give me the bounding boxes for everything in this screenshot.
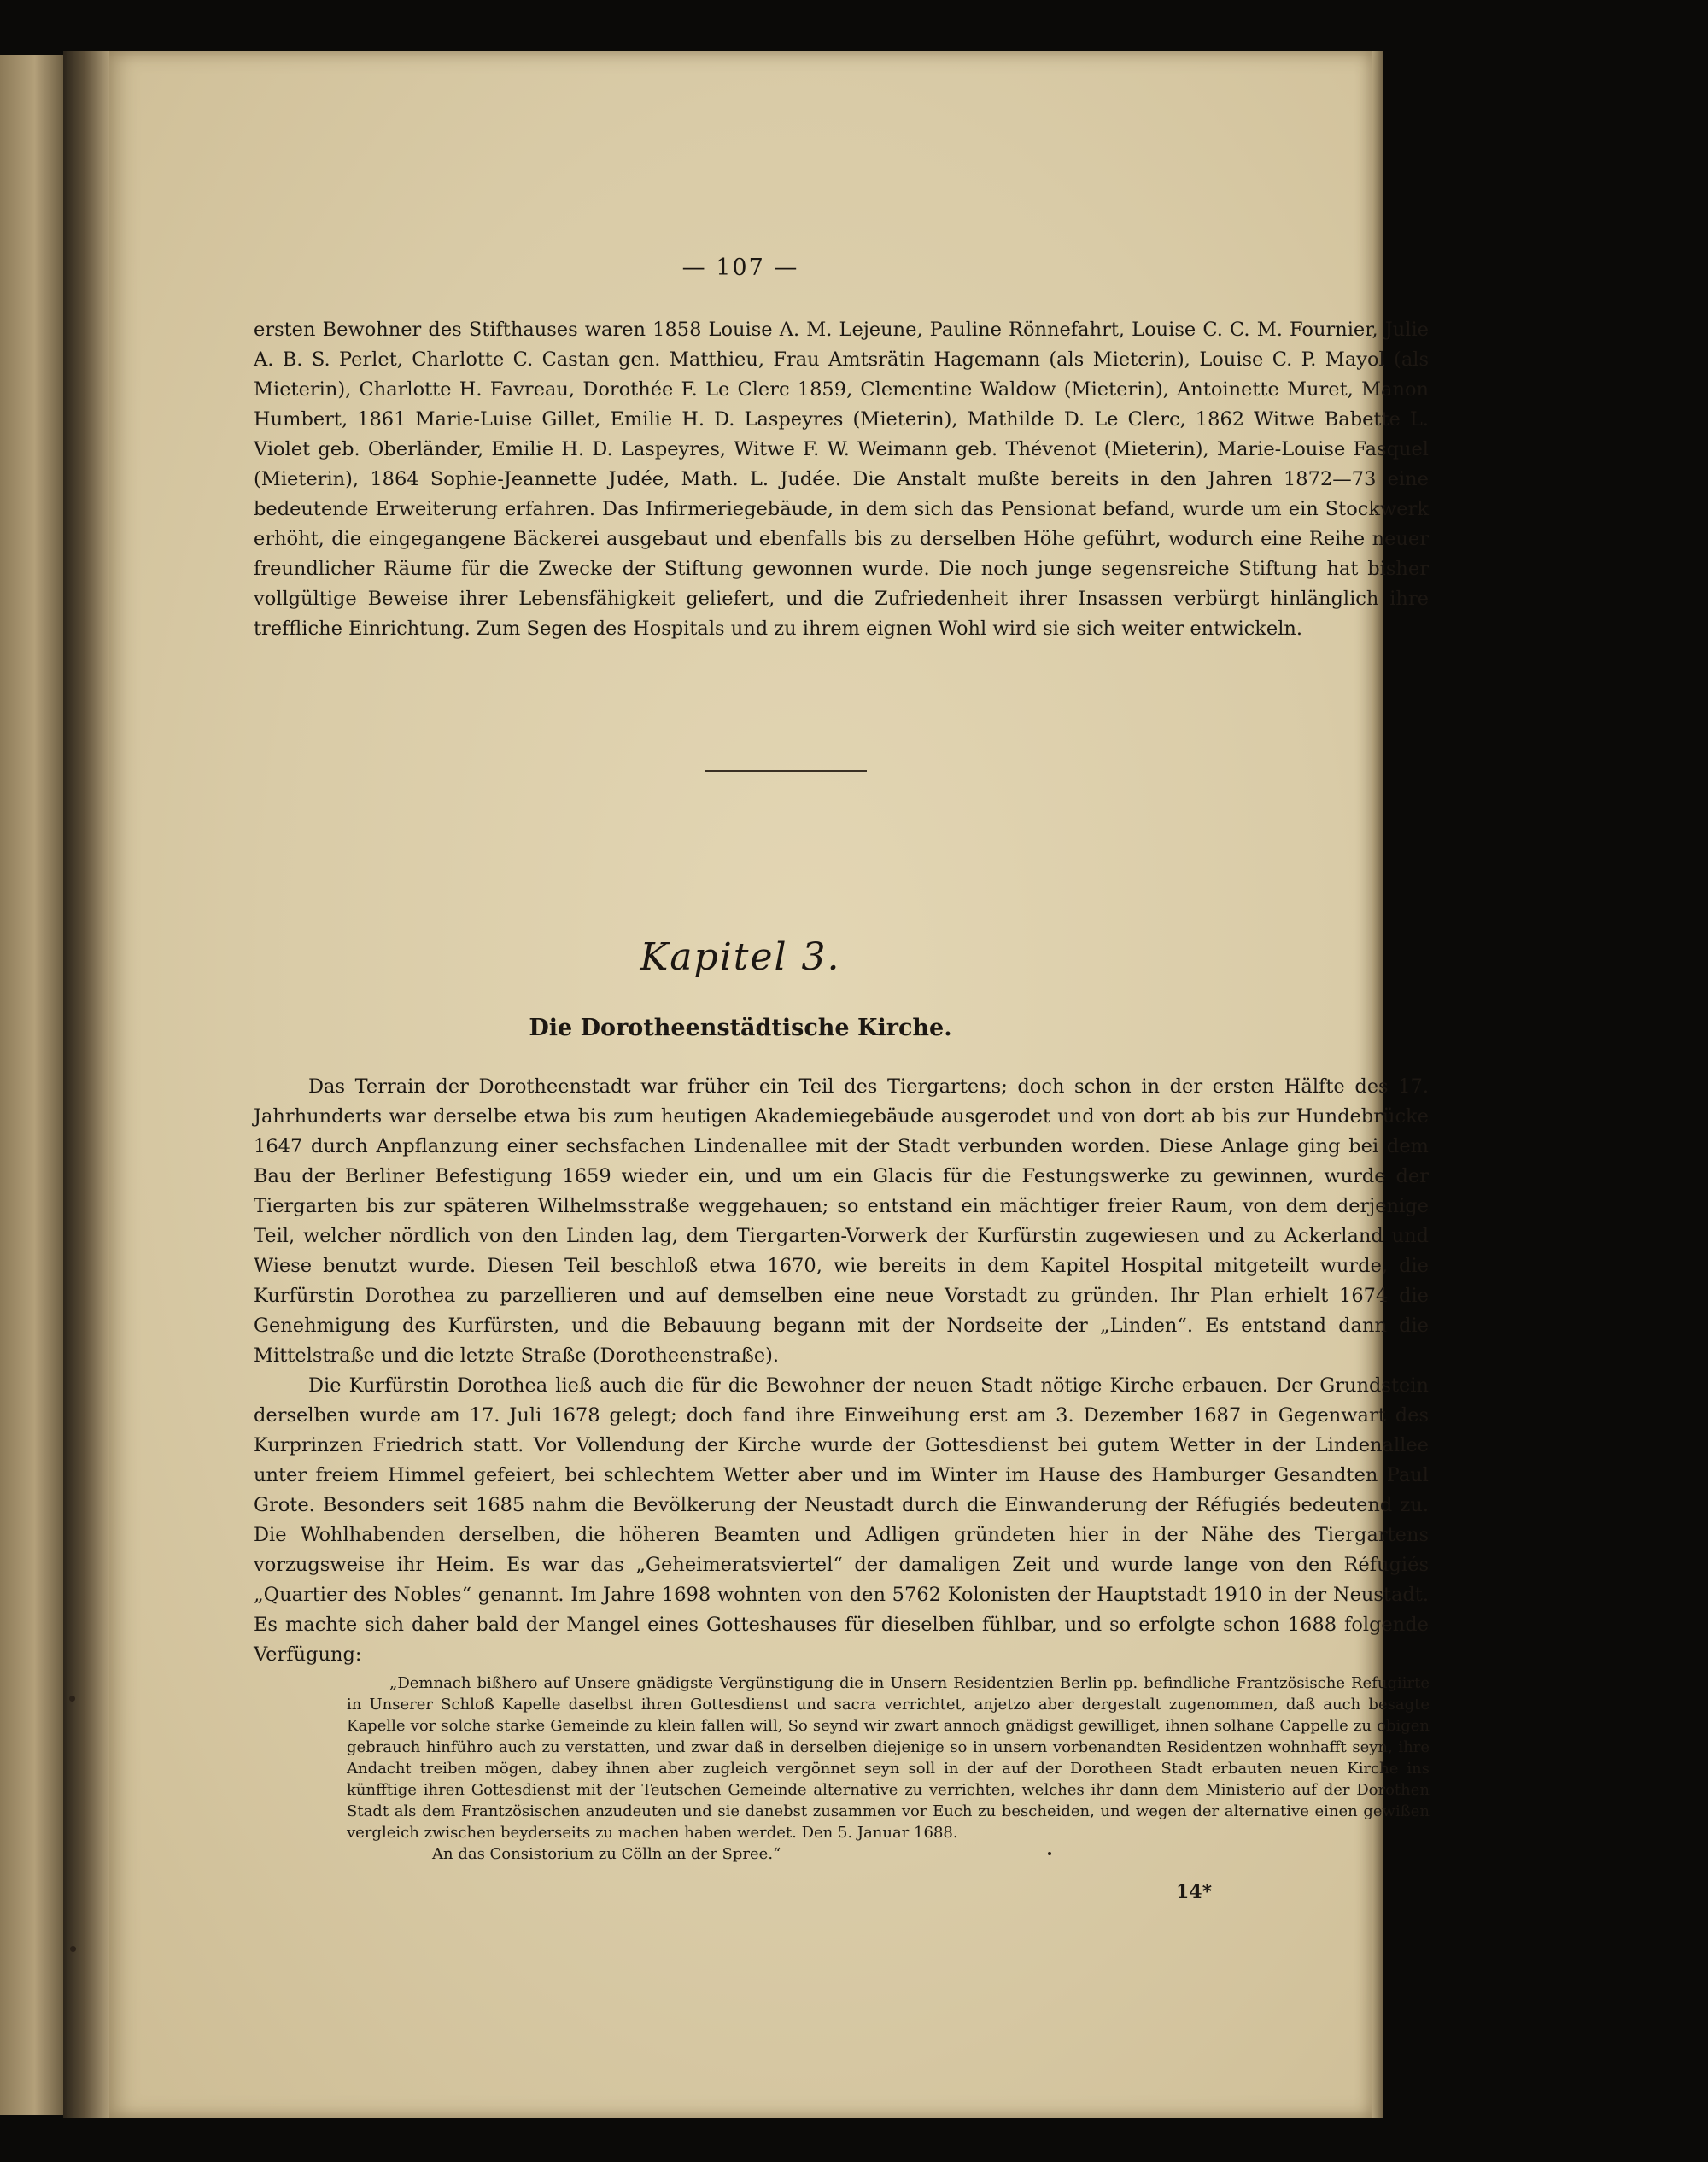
section-title: Die Dorotheenstädtische Kirche. xyxy=(529,1015,952,1041)
previous-page-edge xyxy=(0,55,63,2115)
decree-addressee: An das Consistorium zu Cölln an der Spree.“ xyxy=(432,1845,781,1863)
paper-speck xyxy=(1048,1852,1051,1855)
body-paragraph-1: Das Terrain der Dorotheenstadt war früher ein Teil des Tiergartens; doch schon in der ersten Hälfte des 17. Jahrhunderts war derselbe etwa bis zum heutigen Akademiegebäude ausgerodet und von dort ab bis zur Hundebrücke 1647 durch Anpflanzung einer sechsfachen Lindenallee mit der Stadt verbunden worden. Diese Anlage ging bei dem Bau der Berliner Befestigung 1659 wieder ein, und um ein Glacis für die Festungswerke zu gewinnen, wurde der Tiergarten bis zur späteren Wilhelmsstraße weggehauen; so entstand ein mächtiger freier Raum, von dem derjenige Teil, welcher nördlich von den Linden lag, dem Tiergarten-Vorwerk der Kurfürstin zugewiesen und zu Ackerland und Wiese benutzt wurde. Diesen Teil beschloß etwa 1670, wie bereits in dem Kapitel Hospital mitgeteilt wurde, die Kurfürstin Dorothea zu parzellieren und auf demselben eine neue Vorstadt zu gründen. Ihr Plan erhielt 1674 die Genehmigung des Kurfürsten, und die Bebauung begann mit der Nordseite der „Linden“. Es entstand dann die Mittelstraße und die letzte Straße (Dorotheenstraße). xyxy=(254,1075,1429,1367)
paper-speck xyxy=(70,1946,76,1952)
decree-text: „Demnach bißhero auf Unsere gnädigste Vergünstigung die in Unsern Residentzien Berlin pp. befindliche Frantzösische Refugiirte in Unserer Schloß Kapelle daselbst ihren Gottesdienst und sacra verrichtet, anjetzo aber dergestalt zugenommen, daß auch besagte Kapelle vor solche starke Gemeinde zu klein fallen will, So seynd wir zwart annoch gnädigst gewilliget, ihnen solhane Cappelle zu obigen gebrauch hinführo auch zu verstatten, und zwar daß in derselben diejenige so in unsern vorbenandten Residentzen wohnhafft seyn, ihre Andacht treiben mögen, dabey ihnen aber zugleich vergönnet seyn soll in der auf der Dorotheen Stadt erbauten neuen Kirche ins künfftige ihren Gottesdienst mit der Teutschen Gemeinde alternative zu verrichten, welches ihr dann dem Ministerio auf der Dorothen Stadt als dem Frantzösischen anzudeuten und sie danebst zusammen vor Euch zu bescheiden, und wegen der alternative einen gewißen vergleich zwischen beyderseits zu machen haben werdet. Den 5. Januar 1688. xyxy=(347,1674,1430,1842)
signature-mark: 14* xyxy=(1176,1881,1213,1903)
intro-paragraph: ersten Bewohner des Stifthauses waren 1858 Louise A. M. Lejeune, Pauline Rönnefahrt, Louise C. C. M. Fournier, Julie A. B. S. Perlet, Charlotte C. Castan gen. Matthieu, Frau Amtsrätin Hagemann (als Mieterin), Louise C. P. Mayol (als Mieterin), Charlotte H. Favreau, Dorothée F. Le Clerc 1859, Clementine Waldow (Mieterin), Antoinette Muret, Manon Humbert, 1861 Marie-Luise Gillet, Emilie H. D. Laspeyres (Mieterin), Mathilde D. Le Clerc, 1862 Witwe Babette L. Violet geb. Oberländer, Emilie H. D. Laspeyres, Witwe F. W. Weimann geb. Thévenot (Mieterin), Marie-Louise Fasquel (Mieterin), 1864 Sophie-Jeannette Judée, Math. L. Judée. Die Anstalt mußte bereits in den Jahren 1872—73 eine bedeutende Erweiterung erfahren. Das Infirmeriegebäude, in dem sich das Pensionat befand, wurde um ein Stockwerk erhöht, die eingegangene Bäckerei ausgebaut und ebenfalls bis zu derselben Höhe geführt, wodurch eine Reihe neuer freundlicher Räume für die Zwecke der Stiftung gewonnen wurde. Die noch junge segensreiche Stiftung hat bisher vollgültige Beweise ihrer Lebensfähigkeit geliefert, und die Zufriedenheit ihrer Insassen verbürgt hinlänglich ihre treffliche Einrichtung. Zum Segen des Hospitals und zu ihrem eignen Wohl wird sie sich weiter entwickeln. xyxy=(254,319,1429,640)
page-number: — 107 — xyxy=(681,255,799,281)
section-divider xyxy=(705,770,867,772)
decree-quote xyxy=(347,1673,1430,1865)
body-paragraph-2: Die Kurfürstin Dorothea ließ auch die für die Bewohner der neuen Stadt nötige Kirche erbauen. Der Grundstein derselben wurde am 17. Juli 1678 gelegt; doch fand ihre Einweihung erst am 3. Dezember 1687 in Gegenwart des Kurprinzen Friedrich statt. Vor Vollendung der Kirche wurde der Gottesdienst bei gutem Wetter in der Lindenallee unter freiem Himmel gefeiert, bei schlechtem Wetter aber und im Winter im Hause des Hamburger Gesandten Paul Grote. Besonders seit 1685 nahm die Bevölkerung der Neustadt durch die Einwanderung der Réfugiés bedeutend zu. Die Wohlhabenden derselben, die höheren Beamten und Adligen gründeten hier in der Nähe des Tiergartens vorzugsweise ihr Heim. Es war das „Geheimeratsviertel“ der damaligen Zeit und wurde lange von den Réfugiés „Quartier des Nobles“ genannt. Im Jahre 1698 wohnten von den 5762 Kolonisten der Hauptstadt 1910 in der Neustadt. Es machte sich daher bald der Mangel eines Gotteshauses für dieselben fühlbar, und so erfolgte schon 1688 folgende Verfügung: xyxy=(254,1374,1429,1666)
book-gutter xyxy=(63,51,111,2118)
chapter-body xyxy=(254,1072,1429,1670)
intro-paragraph-block xyxy=(254,315,1429,644)
book-page xyxy=(109,51,1430,2118)
chapter-title: Kapitel 3. xyxy=(640,935,841,979)
paper-speck xyxy=(69,1696,75,1702)
